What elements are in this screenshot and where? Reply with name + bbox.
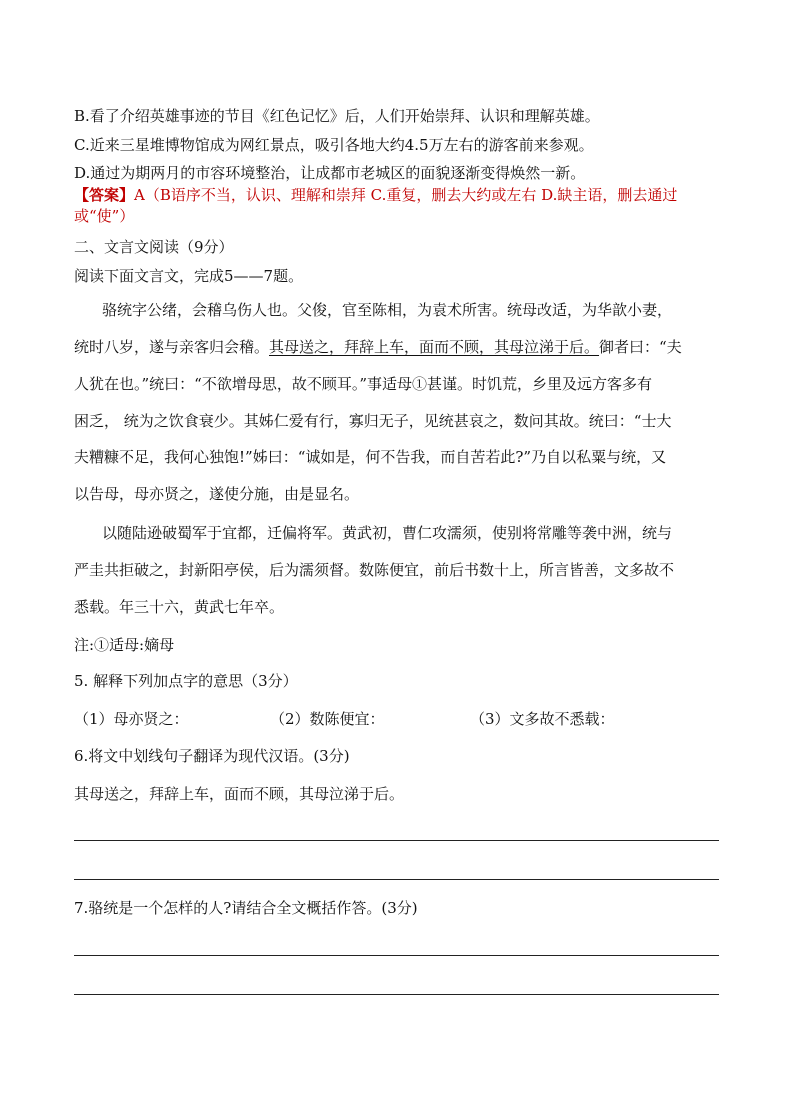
- answer-line-1: [74, 184, 720, 206]
- answer-text: A（B语序不当，认识、理解和崇拜 C.重复，删去大约或左右 D.缺主语，删去通过: [134, 186, 678, 204]
- question-6: 6.将文中划线句子翻译为现代汉语。(3分): [74, 747, 350, 765]
- option-c: C.近来三星堆博物馆成为网红景点，吸引各地大约4.5万左右的游客前来参观。: [74, 136, 594, 154]
- q5-item-3: （3）文多故不悉载：: [470, 710, 615, 728]
- passage-text: 御者曰：“夫: [599, 338, 682, 356]
- answer-line[interactable]: [74, 955, 719, 956]
- passage-text: 统时八岁，遂与亲客归会稽。: [74, 338, 270, 356]
- q5-item-2: （2）数陈便宜：: [270, 710, 385, 728]
- passage-p1-line2: [74, 336, 720, 358]
- passage-p2-line2: 严圭共拒破之，封新阳亭侯，后为濡须督。数陈便宜，前后书数十上，所言皆善，文多故不: [74, 561, 675, 579]
- answer-line[interactable]: [74, 840, 719, 841]
- passage-p2-line3: 悉载。年三十六，黄武七年卒。: [74, 598, 285, 616]
- passage-p1-line4: 困乏， 统为之饮食衰少。其姊仁爱有行，寡归无子，见统甚哀之，数问其故。统曰：“士大: [74, 412, 672, 430]
- passage-p1-line1: 骆统字公绪，会稽乌伤人也。父俊，官至陈相，为袁术所害。统母改适，为华歆小妻，: [102, 301, 673, 319]
- q5-item-1: （1）母亦贤之：: [74, 710, 189, 728]
- option-d: D.通过为期两月的市容环境整治，让成都市老城区的面貌逐渐变得焕然一新。: [74, 164, 586, 182]
- passage-p1-line6: 以告母，母亦贤之，遂使分施，由是显名。: [74, 485, 360, 503]
- q6-sentence: 其母送之，拜辞上车，面而不顾，其母泣涕于后。: [74, 785, 405, 803]
- section-instruction: 阅读下面文言文，完成5——7题。: [74, 267, 304, 285]
- passage-p1-line5: 夫糟糠不足，我何心独饱!”姊曰：“诚如是，何不告我，而自苦若此?”乃自以私粟与统，又: [74, 448, 667, 466]
- answer-line[interactable]: [74, 879, 719, 880]
- section-title: 二、文言文阅读（9分）: [74, 238, 234, 256]
- passage-p2-line1: 以随陆逊破蜀军于宜都，迁偏将军。黄武初，曹仁攻濡须，使别将常雕等袭中洲，统与: [102, 524, 673, 542]
- answer-tag: 【答案】: [74, 186, 135, 204]
- passage-p1-line3: 人犹在也。”统曰：“不欲增母思，故不顾耳。”事适母①甚谨。时饥荒，乡里及远方客多有: [74, 375, 653, 393]
- passage-note: 注:①适母:嫡母: [74, 636, 175, 654]
- underlined-sentence: 其母送之，拜辞上车，面而不顾，其母泣涕于后。: [269, 338, 600, 356]
- question-5: 5. 解释下列加点字的意思（3分）: [74, 672, 298, 690]
- answer-line-2: 或“使”）: [74, 207, 135, 225]
- option-b: B.看了介绍英雄事迹的节目《红色记忆》后，人们开始崇拜、认识和理解英雄。: [74, 107, 600, 125]
- question-7: 7.骆统是一个怎样的人?请结合全文概括作答。(3分): [74, 899, 418, 917]
- answer-line[interactable]: [74, 994, 719, 995]
